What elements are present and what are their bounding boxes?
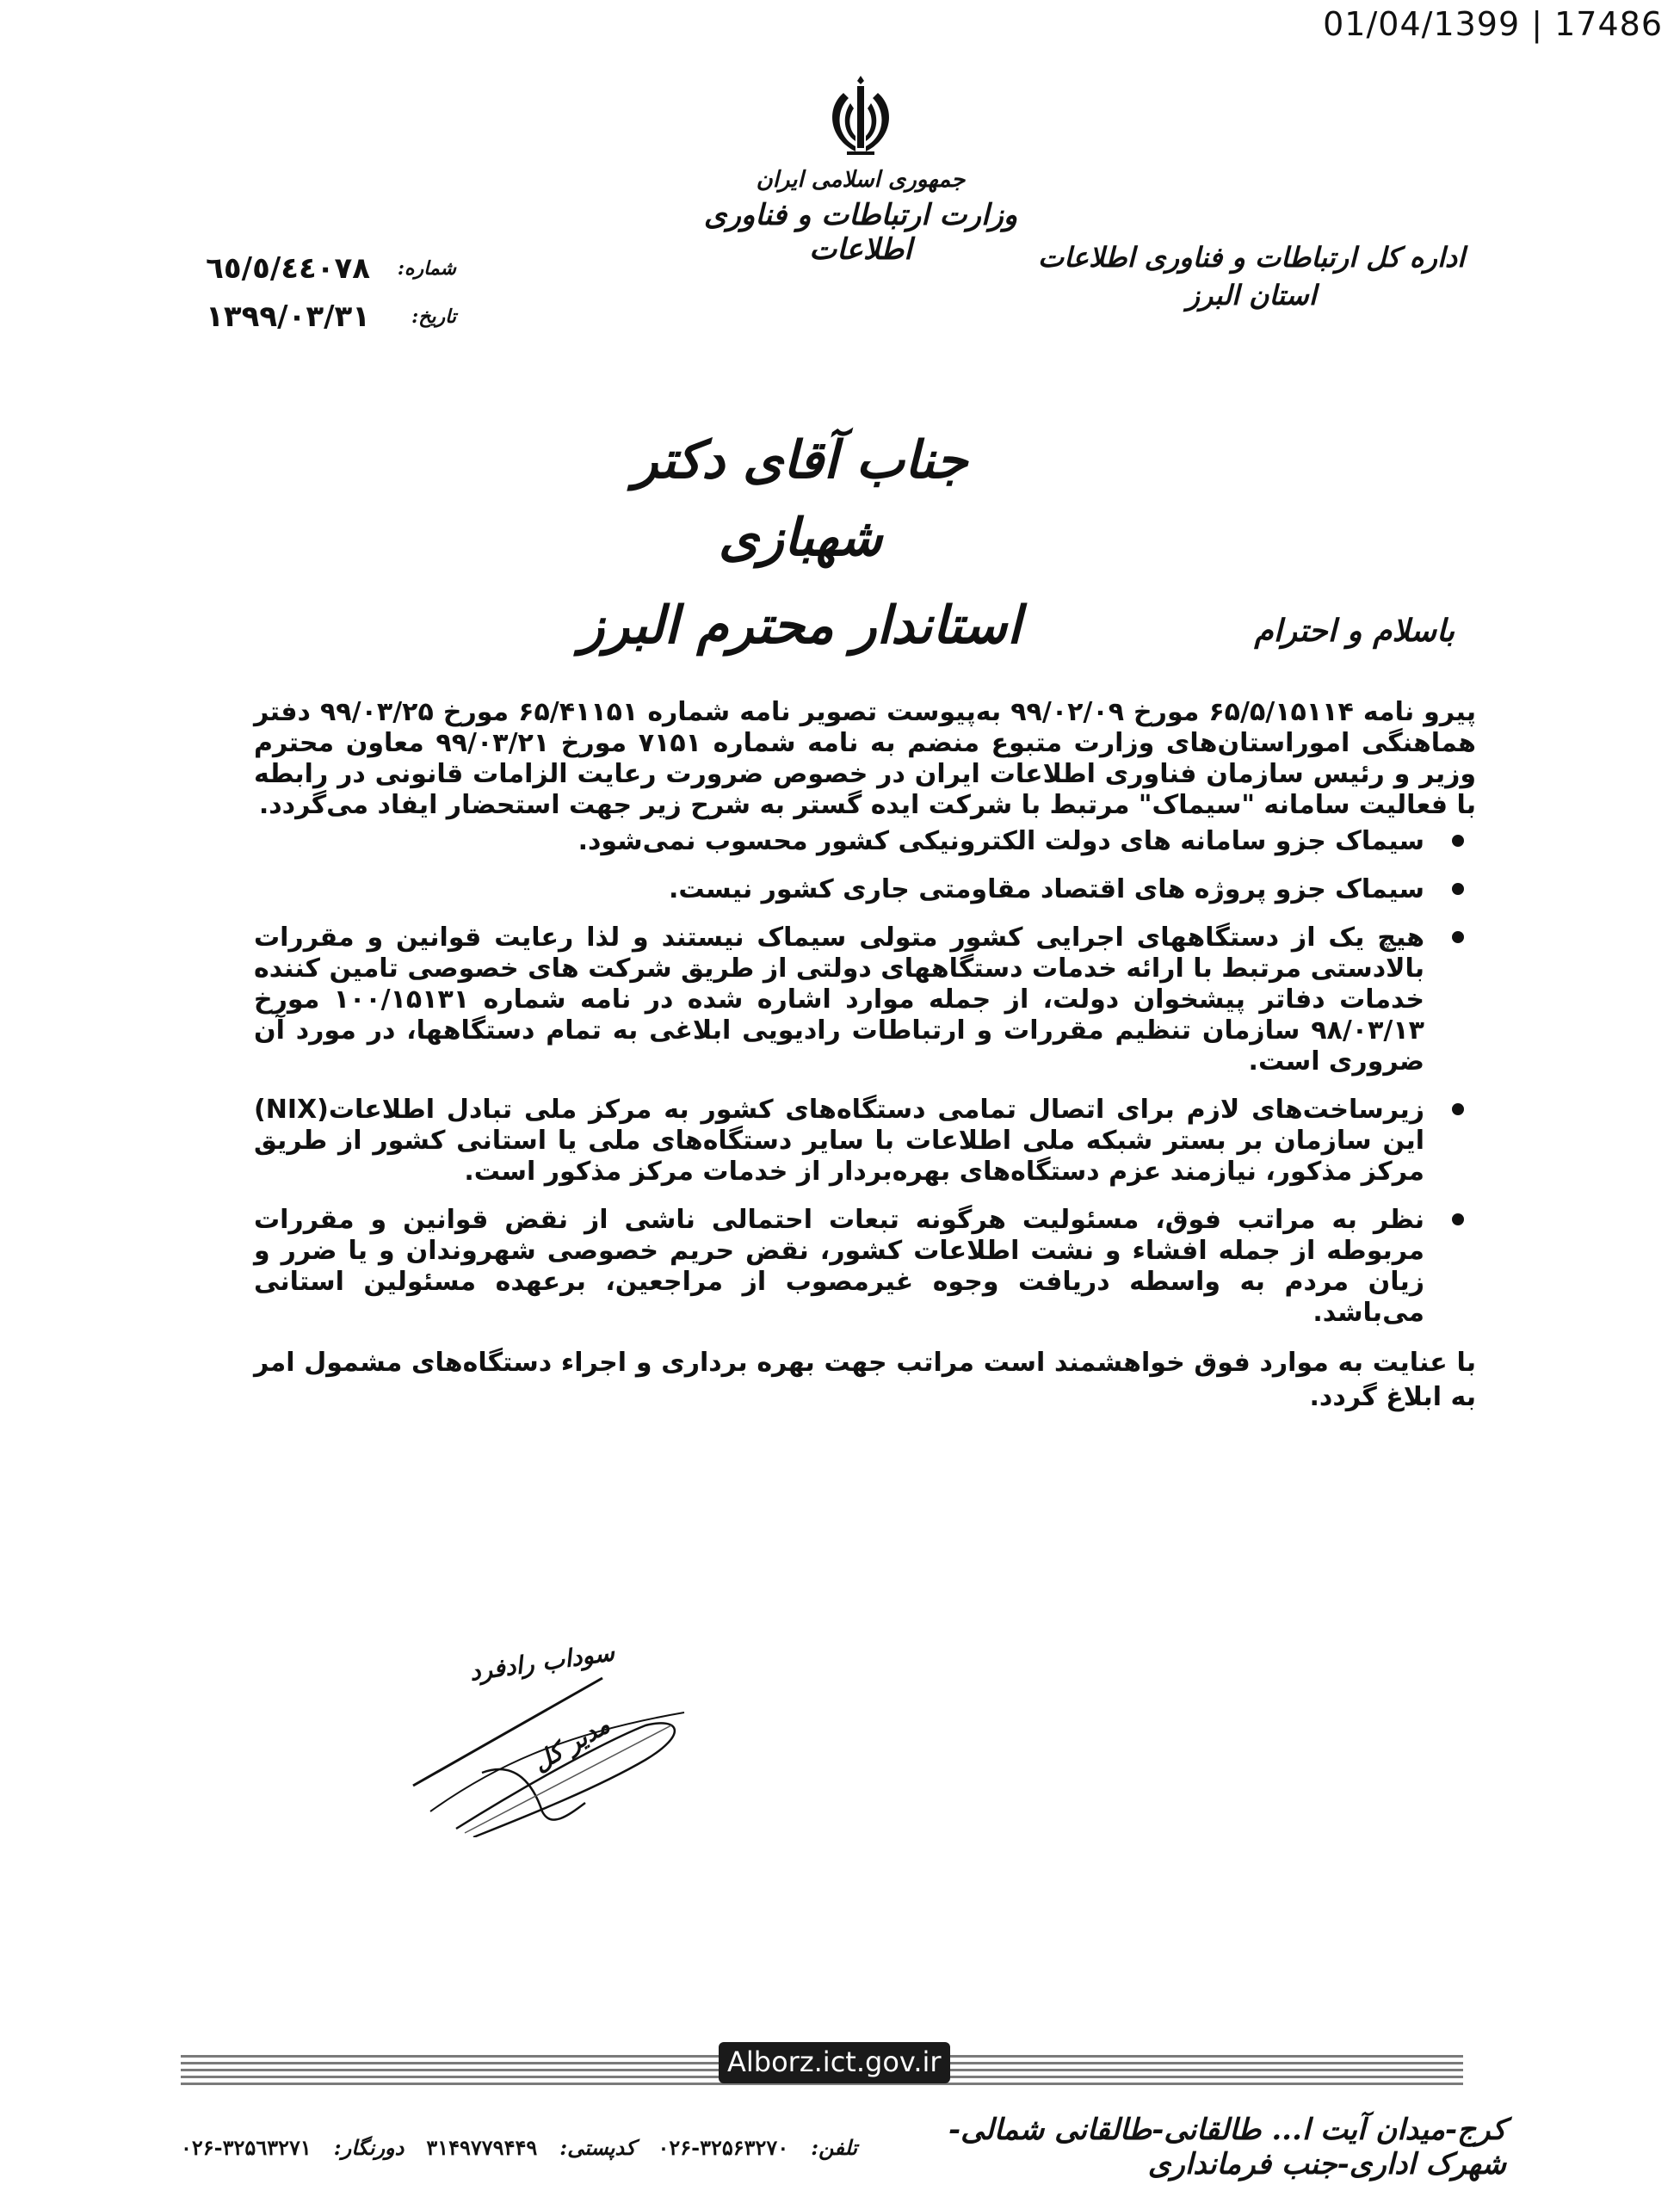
bullet-text: نظر به مراتب فوق، مسئولیت هرگونه تبعات احتمالی ناشی از نقض قوانین و مقررات مربوطه از جمله افشاء و نشت اطلاعات کشور، نقض حریم خصوصی شهروندان و یا ضرر و زیان مردم به واسطه دریافت وجوه غیرمصوب از مراجعین، برعهده مسئولین استانی می‌باشد. [254,1205,1424,1328]
list-item [254,874,1476,905]
republic-title: جمهوری اسلامی ایران [756,167,966,193]
bullet-icon [1452,1213,1464,1225]
number-label: شماره: [397,257,456,280]
phone-value: ۰۲۶-۳۲۵۶۳۲۷۰ [658,2134,789,2160]
signatory-name: سوداب رادفرد [467,1638,616,1687]
footer-contact [181,2113,1506,2181]
bullet-text: سیماک جزو پروژه های اقتصاد مقاومتی جاری کشور نیست. [669,874,1424,904]
organization-block [1038,241,1465,312]
ministry-title: وزارت ارتباطات و فناوری اطلاعات [703,198,1018,267]
fax-value: ۰۲۶-۳۲۵٦۳۲۷۱ [181,2134,312,2160]
date-label: تاریخ: [411,305,456,328]
bullet-icon [1452,835,1464,847]
fax-label: دورنگار: [333,2134,405,2160]
bullet-icon [1452,931,1464,943]
letterhead [689,69,1033,267]
postal-code-value: ۳۱۴۹۷۷۹۴۴۹ [426,2134,538,2160]
footer-address: کرج-میدان آیت ا... طالقانی-طالقانی شمالی-شهرک اداری-جنب فرمانداری [948,2113,1506,2181]
bullet-icon [1452,1103,1464,1115]
addressee [551,422,1050,664]
date-value: ۱۳۹۹/۰۳/۳۱ [206,299,370,334]
signature-block [387,1631,697,1837]
closing-paragraph: با عنایت به موارد فوق خواهشمند است مراتب جهت بهره برداری و اجراء دستگاه‌های مشمول امر به ابلاغ گردد. [254,1348,1476,1412]
signatory-title: مدیر کل [528,1710,615,1778]
website-link[interactable]: Alborz.ict.gov.ir [719,2042,950,2083]
list-item [254,923,1476,1077]
letter-meta [181,244,456,341]
bullet-text: هیچ یک از دستگاههای اجرایی کشور متولی سیماک نیستند و لذا رعایت قوانین و مقررات بالادستی مرتبط با ارائه خدمات دستگاههای دولتی از طریق شرکت های خصوصی تامین کننده خدمات دفاتر پیشخوان دولت، از جمله موارد اشاره شده در نامه شماره ۱۰۰/۱۵۱۳۱ مورخ ۹۸/۰۳/۱۳ سازمان تنظیم مقررات و ارتباطات رادیویی ابلاغی به تمام دستگاهها، در مورد آن ضروری است. [254,923,1424,1077]
addressee-name: جناب آقای دکتر شهبازی [633,430,968,568]
organization-province: استان البرز [1186,279,1317,312]
intro-paragraph: پیرو نامه ۶۵/۵/۱۵۱۱۴ مورخ ۹۹/۰۲/۰۹ به‌پیوست تصویر نامه شماره ۶۵/۴۱۱۵۱ مورخ ۹۹/۰۳/۲۵ دفتر هماهنگی امور‌استان‌های وزارت متبوع منضم به نامه شماره ۷۱۵۱ مورخ ۹۹/۰۳/۲۱ معاون محترم وزیر و رئیس سازمان فناوری اطلاعات ایران در خصوص ضرورت رعایت الزامات قانونی در رابطه با فعالیت سامانه "سیماک" مرتبط با شرکت ایده گستر به شرح زیر جهت استحضار ایفاد می‌گردد. [254,697,1476,820]
bullet-text: سیماک جزو سامانه های دولت الکترونیکی کشور محسوب نمی‌شود. [578,826,1424,856]
addressee-title: استاندار محترم البرز [579,595,1022,656]
number-row [181,244,456,293]
number-value: ٦٥/٥/٤٤٠٧٨ [206,251,370,286]
list-item [254,1095,1476,1188]
date-row [181,293,456,341]
list-item [254,1205,1476,1329]
postal-code-label: کدپستی: [559,2134,636,2160]
list-item [254,826,1476,857]
bullet-icon [1452,883,1464,895]
received-stamp: 01/04/1399 | 17486 [1323,5,1663,43]
phone-label: تلفن: [811,2134,858,2160]
bullet-list [254,826,1476,1329]
letter-body [254,697,1476,1415]
greeting: باسلام و احترام [1254,613,1455,649]
iran-emblem-icon [818,69,904,164]
bullet-text: زیرساخت‌های لازم برای اتصال تمامی دستگاه‌های کشور به مرکز ملی تبادل اطلاعات(NIX) این سازمان بر بستر شبکه ملی اطلاعات با سایر دستگاه‌های ملی یا استانی کشور از طریق مرکز مذکور، نیازمند عزم دستگاه‌های بهره‌بردار از خدمات مرکز مذکور است. [254,1095,1424,1187]
organization-name: اداره کل ارتباطات و فناوری اطلاعات [1038,241,1465,274]
